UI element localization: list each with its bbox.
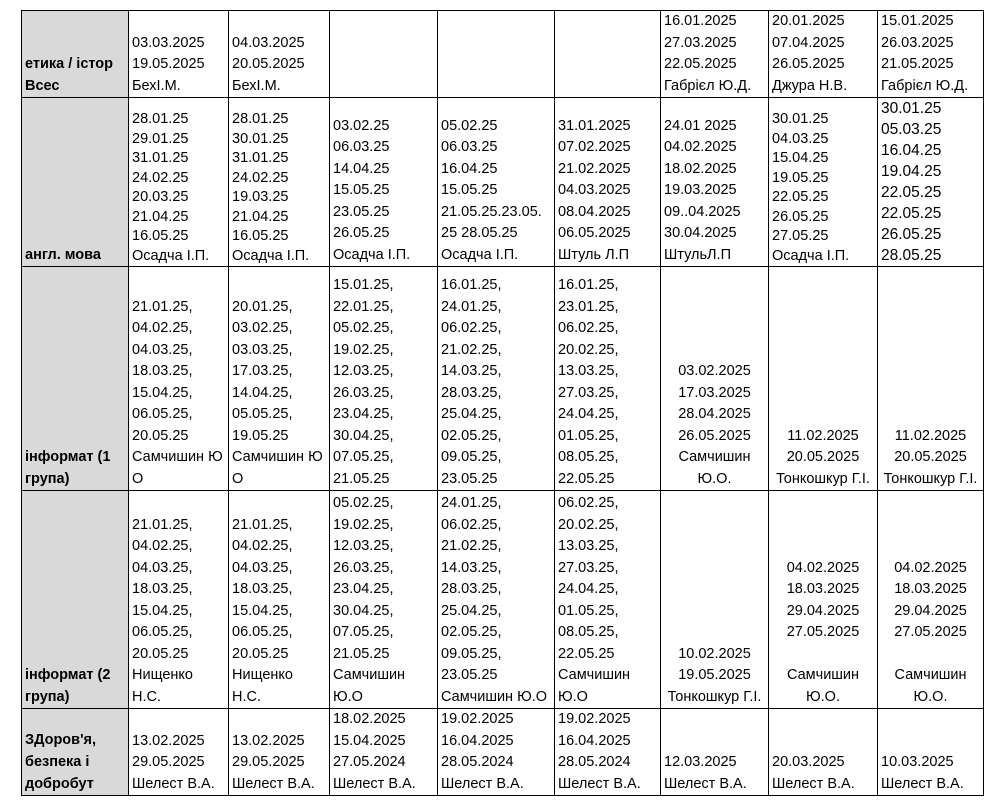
subject-label: англ. мова [25, 247, 101, 263]
cell-line: Ю.О. [913, 688, 948, 705]
cell-line: О [132, 470, 144, 487]
cell-line: 25.04.25, [441, 406, 502, 422]
cell-line: 02.05.25, [441, 624, 502, 640]
cell-line: 20.02.25, [558, 341, 619, 358]
cell-line: 21.05.25 [333, 470, 390, 487]
schedule-cell [769, 11, 878, 98]
cell-line: 27.05.2025 [894, 624, 967, 640]
subject-label: безпека і [25, 754, 90, 770]
cell-line: Шелест В.А. [881, 775, 964, 792]
cell-line: Штуль Л.П [558, 246, 630, 263]
cell-line: 20.05.2025 [786, 449, 860, 465]
subject-label: інформат (2 [25, 667, 111, 683]
cell-line: 30.01.25 [772, 111, 829, 127]
subject-label: Всес [25, 78, 60, 94]
subject-label: група) [25, 689, 70, 705]
cell-line: 13.02.2025 [232, 732, 305, 749]
subject-cell [22, 491, 129, 709]
cell-line: Осадча І.П. [772, 247, 850, 264]
cell-line: 16.01.2025 [664, 13, 737, 29]
schedule-cell [878, 267, 984, 491]
cell-line: 23.04.25, [333, 406, 394, 422]
schedule-cell [555, 491, 661, 709]
schedule-cell [769, 267, 878, 491]
cell-line: 10.03.2025 [881, 754, 954, 770]
cell-line: 04.02.2025 [894, 559, 967, 576]
cell-line: 26.05.25 [333, 225, 390, 241]
cell-line: 19.04.25 [881, 163, 942, 180]
cell-line: Н.С. [132, 688, 161, 705]
schedule-cell [878, 11, 984, 98]
cell-line: 14.04.25, [232, 384, 293, 401]
cell-line: 28.01.25 [132, 111, 189, 127]
cell-line: Самчишин [333, 667, 406, 683]
cell-line: 04.02.25, [132, 538, 193, 554]
cell-line: 22.05.25 [558, 645, 615, 662]
cell-line: Осадча І.П. [232, 247, 310, 264]
cell-line: Шелест В.А. [232, 775, 315, 792]
cell-line: 20.01.25, [232, 298, 293, 315]
cell-line: 19.02.25, [333, 516, 394, 533]
cell-line: 22.05.25 [881, 184, 942, 201]
cell-line: 01.05.25, [558, 427, 619, 444]
cell-line: 03.03.2025 [132, 34, 205, 51]
cell-line: 01.05.25, [558, 602, 619, 619]
cell-line: 19.02.25, [333, 341, 394, 358]
table-row [22, 491, 984, 709]
schedule-cell [330, 491, 438, 709]
cell-line: 30.04.25, [333, 602, 394, 619]
cell-line: 31.01.25 [232, 150, 289, 166]
cell-line: Нищенко [132, 667, 193, 683]
cell-line: 06.02.25, [558, 320, 619, 336]
subject-label: група) [25, 471, 70, 487]
cell-line: 18.03.2025 [894, 581, 967, 597]
cell-line: 15.04.25, [132, 384, 193, 401]
table-row [22, 709, 984, 796]
cell-line: 05.02.25, [333, 495, 394, 511]
cell-line: 23.04.25, [333, 581, 394, 597]
cell-line: 03.03.25, [232, 341, 293, 358]
cell-line: 04.03.25, [132, 559, 193, 576]
cell-line: Ю.О [558, 688, 588, 705]
cell-line: Осадча І.П. [441, 246, 519, 263]
cell-line: 04.02.25, [132, 320, 193, 336]
cell-line: 05.05.25, [232, 406, 293, 422]
subject-cell [22, 709, 129, 796]
cell-line: 30.04.2025 [664, 225, 737, 241]
cell-line: 21.02.2025 [558, 160, 631, 177]
cell-line: 22.05.25 [558, 470, 615, 487]
cell-line: 16.01.25, [441, 277, 502, 293]
cell-line: 20.05.25 [132, 427, 189, 444]
cell-line: 19.05.2025 [132, 56, 205, 72]
cell-line: 15.04.25, [132, 602, 193, 619]
cell-line: 03.02.2025 [678, 363, 751, 379]
schedule-cell [438, 267, 555, 491]
cell-line: 26.03.25, [333, 384, 394, 401]
cell-line: 13.02.2025 [132, 732, 205, 749]
cell-line: 17.03.2025 [678, 384, 751, 401]
cell-line: Шелест В.А. [772, 775, 855, 792]
cell-line: 21.01.25, [132, 516, 193, 533]
cell-line: Тонкошкур Г.І. [883, 470, 978, 487]
cell-line: 06.02.25, [558, 495, 619, 511]
cell-line: 28.05.2024 [441, 754, 514, 770]
cell-line: Самчишин [894, 667, 967, 683]
cell-line: 18.03.25, [232, 581, 293, 597]
cell-line: Тонкошкур Г.І. [667, 688, 762, 705]
subject-cell [22, 98, 129, 267]
cell-line: 24.01.25, [441, 495, 502, 511]
cell-line: 29.04.2025 [894, 602, 967, 619]
cell-line: 06.03.25 [333, 139, 390, 155]
cell-line: 28.03.25, [441, 581, 502, 597]
subject-label: інформат (1 [25, 449, 111, 465]
cell-line: 20.05.2025 [894, 449, 967, 465]
cell-line: 24.02.25 [232, 169, 289, 186]
cell-line: 10.02.2025 [678, 645, 751, 662]
cell-line: 28.03.25, [441, 384, 502, 401]
cell-line: 23.01.25, [558, 298, 619, 315]
cell-line: 19.03.25 [232, 189, 289, 205]
cell-line: 17.03.25, [232, 363, 293, 379]
schedule-cell [229, 267, 330, 491]
cell-line: 18.03.25, [132, 581, 193, 597]
cell-line: 11.02.2025 [787, 427, 859, 444]
cell-line: 26.05.25 [772, 208, 829, 225]
cell-line: 20.05.25 [232, 645, 289, 662]
cell-line: 27.05.25 [772, 228, 829, 244]
cell-line: Шелест В.А. [664, 775, 747, 792]
cell-line: 23.05.25 [441, 470, 498, 487]
cell-line: 19.05.2025 [678, 667, 751, 683]
cell-line: 09.05.25, [441, 449, 502, 465]
schedule-cell [229, 709, 330, 796]
cell-line: О [232, 470, 244, 487]
schedule-cell [438, 11, 555, 98]
cell-line: 05.02.25, [333, 320, 394, 336]
cell-line: 30.01.25 [881, 100, 942, 117]
cell-line: 22.05.25 [772, 189, 829, 205]
cell-line: 18.03.2025 [786, 581, 860, 597]
schedule-cell [555, 98, 661, 267]
subject-cell [22, 267, 129, 491]
cell-line: 14.03.25, [441, 559, 502, 576]
schedule-table [21, 10, 984, 796]
cell-line: 24.02.25 [132, 169, 189, 186]
cell-line: 04.03.2025 [232, 34, 305, 51]
table-row [22, 11, 984, 98]
cell-line: 19.02.2025 [441, 711, 514, 727]
cell-line: Осадча І.П. [132, 247, 210, 264]
cell-line: 28.01.25 [232, 111, 289, 127]
cell-line: 07.05.25, [333, 624, 394, 640]
cell-line: 14.04.25 [333, 160, 390, 177]
cell-line: 29.05.2025 [232, 754, 305, 770]
cell-line: 27.05.2024 [333, 754, 406, 770]
cell-line: 21.05.25.23.05. [441, 203, 542, 220]
cell-line: 21.02.25, [441, 341, 502, 358]
cell-line: 29.01.25 [132, 130, 189, 147]
cell-line: 06.05.25, [132, 624, 193, 640]
cell-line: 04.03.25, [232, 559, 293, 576]
cell-line: 04.03.25 [772, 130, 829, 147]
schedule-cell [769, 709, 878, 796]
cell-line: 08.05.25, [558, 624, 619, 640]
cell-line: 16.04.2025 [558, 732, 631, 749]
schedule-cell [661, 491, 769, 709]
cell-line: 06.02.25, [441, 516, 502, 533]
cell-line: 27.03.25, [558, 559, 619, 576]
cell-line: 31.01.2025 [558, 117, 631, 134]
cell-line: Самчишин Ю [132, 449, 223, 465]
cell-line: 15.05.25 [333, 182, 390, 198]
cell-line: 09..04.2025 [664, 203, 741, 220]
cell-line: 04.02.2025 [786, 559, 860, 576]
cell-line: 12.03.2025 [664, 754, 737, 770]
cell-line: 25.04.25, [441, 602, 502, 619]
cell-line: 04.02.25, [232, 538, 293, 554]
cell-line: БехІ.М. [232, 77, 281, 94]
cell-line: 27.05.2025 [786, 624, 860, 640]
cell-line: 12.03.25, [333, 363, 394, 379]
schedule-cell [438, 98, 555, 267]
cell-line: 07.04.2025 [772, 34, 845, 51]
cell-line: ШтульЛ.П [664, 246, 732, 263]
schedule-cell [129, 98, 229, 267]
cell-line: 16.04.2025 [441, 732, 514, 749]
cell-line: Осадча І.П. [333, 246, 411, 263]
schedule-cell [129, 709, 229, 796]
schedule-cell [878, 98, 984, 267]
schedule-cell [878, 491, 984, 709]
schedule-body [22, 11, 984, 796]
schedule-cell [129, 267, 229, 491]
cell-line: Габрієл Ю.Д. [881, 77, 969, 94]
schedule-cell [129, 491, 229, 709]
cell-line: 06.03.25 [441, 139, 498, 155]
cell-line: 07.05.25, [333, 449, 394, 465]
cell-line: 28.05.25 [881, 247, 942, 264]
cell-line: Габрієл Ю.Д. [664, 77, 752, 94]
cell-line: 08.05.25, [558, 449, 619, 465]
cell-line: Самчишин Ю [232, 449, 323, 465]
cell-line: 12.03.25, [333, 538, 394, 554]
cell-line: 28.05.2024 [558, 754, 631, 770]
cell-line: 05.03.25 [881, 121, 942, 138]
cell-line: 31.01.25 [132, 150, 189, 166]
cell-line: 21.04.25 [232, 208, 289, 225]
schedule-cell [129, 11, 229, 98]
cell-line: 27.03.25, [558, 384, 619, 401]
schedule-cell [438, 709, 555, 796]
cell-line: Тонкошкур Г.І. [776, 470, 870, 487]
cell-line: 15.04.2025 [333, 732, 406, 749]
cell-line: Самчишин [786, 667, 860, 683]
cell-line: 27.03.2025 [664, 34, 737, 51]
cell-line: 26.03.25, [333, 559, 394, 576]
cell-line: 18.03.25, [132, 363, 193, 379]
cell-line: 26.05.2025 [772, 56, 845, 72]
schedule-cell [330, 11, 438, 98]
cell-line: 19.02.2025 [558, 711, 631, 727]
cell-line: 26.03.2025 [881, 34, 954, 51]
schedule-cell [555, 11, 661, 98]
cell-line: 22.01.25, [333, 298, 394, 315]
cell-line: 04.03.25, [132, 341, 193, 358]
cell-line: 20.05.25 [132, 645, 189, 662]
schedule-cell [661, 98, 769, 267]
cell-line: 28.04.2025 [678, 406, 751, 422]
cell-line: 08.04.2025 [558, 203, 631, 220]
cell-line: 04.02.2025 [664, 139, 737, 155]
schedule-cell [229, 98, 330, 267]
schedule-cell [769, 491, 878, 709]
cell-line: Шелест В.А. [441, 775, 524, 792]
cell-line: 19.03.2025 [664, 182, 737, 198]
cell-line: 26.05.2025 [678, 427, 751, 444]
schedule-cell [555, 267, 661, 491]
cell-line: 16.04.25 [881, 142, 942, 159]
cell-line: 16.05.25 [232, 228, 289, 244]
schedule-cell [330, 709, 438, 796]
cell-line: 21.02.25, [441, 538, 502, 554]
cell-line: Самчишин Ю.О [441, 688, 548, 705]
cell-line: 09.05.25, [441, 645, 502, 662]
cell-line: 21.05.2025 [881, 56, 954, 72]
schedule-cell [661, 709, 769, 796]
cell-line: 20.01.2025 [772, 13, 845, 29]
cell-line: 13.03.25, [558, 363, 619, 379]
cell-line: Самчишин [558, 667, 631, 683]
cell-line [769, 644, 877, 666]
cell-line: Джура Н.В. [772, 77, 848, 94]
cell-line: 15.01.25, [333, 277, 394, 293]
cell-line: 29.05.2025 [132, 754, 205, 770]
cell-line: 18.02.2025 [664, 160, 737, 177]
cell-line: 15.04.25 [772, 150, 829, 166]
cell-line: 07.02.2025 [558, 139, 631, 155]
cell-line: 16.01.25, [558, 277, 619, 293]
schedule-cell [229, 11, 330, 98]
cell-line: 19.05.25 [232, 427, 289, 444]
schedule-cell [878, 709, 984, 796]
cell-line: 24.04.25, [558, 406, 619, 422]
subject-cell [22, 11, 129, 98]
cell-line: 26.05.25 [881, 226, 942, 243]
cell-line: 23.05.25 [333, 203, 390, 220]
cell-line: 24.01.25, [441, 298, 502, 315]
cell-line: 06.05.2025 [558, 225, 631, 241]
schedule-cell [330, 98, 438, 267]
cell-line: 30.01.25 [232, 130, 289, 147]
subject-label: ЗДоров'я, [25, 732, 97, 748]
cell-line: 23.05.25 [441, 667, 498, 683]
cell-line: Н.С. [232, 688, 261, 705]
subject-label: добробут [25, 776, 94, 792]
cell-line: Нищенко [232, 667, 293, 683]
cell-line: 22.05.25 [881, 205, 942, 222]
cell-line: 03.02.25 [333, 117, 390, 134]
cell-line: Ю.О. [697, 470, 732, 487]
cell-line: 04.03.2025 [558, 182, 631, 198]
cell-line: 20.03.25 [132, 189, 189, 205]
cell-line: 21.01.25, [232, 516, 293, 533]
cell-line: 15.04.25, [232, 602, 293, 619]
cell-line: 25 28.05.25 [441, 225, 518, 241]
cell-line: 18.02.2025 [333, 711, 406, 727]
cell-line: 15.01.2025 [881, 13, 954, 29]
cell-line: БехІ.М. [132, 77, 181, 94]
cell-line: 14.03.25, [441, 363, 502, 379]
cell-line: 11.02.2025 [894, 427, 967, 444]
schedule-cell [438, 491, 555, 709]
subject-label: етика / істор [25, 56, 114, 72]
cell-line: 20.02.25, [558, 516, 619, 533]
table-row [22, 267, 984, 491]
cell-line: 20.05.2025 [232, 56, 305, 72]
cell-line: 16.04.25 [441, 160, 498, 177]
cell-line: Шелест В.А. [132, 775, 215, 792]
cell-line: Шелест В.А. [333, 775, 416, 792]
cell-line: 02.05.25, [441, 427, 502, 444]
cell-line: 21.01.25, [132, 298, 193, 315]
schedule-cell [229, 491, 330, 709]
cell-line: 29.04.2025 [786, 602, 860, 619]
cell-line: 16.05.25 [132, 228, 189, 244]
schedule-cell [555, 709, 661, 796]
cell-line: 22.05.2025 [664, 56, 737, 72]
cell-line: 06.02.25, [441, 320, 502, 336]
cell-line [878, 644, 983, 666]
cell-line: 24.01 2025 [664, 117, 737, 134]
cell-line: 13.03.25, [558, 538, 619, 554]
cell-line: 21.04.25 [132, 208, 189, 225]
cell-line: 30.04.25, [333, 427, 394, 444]
cell-line: 05.02.25 [441, 117, 498, 134]
cell-line: 19.05.25 [772, 169, 829, 186]
cell-line: 15.05.25 [441, 182, 498, 198]
table-row [22, 98, 984, 267]
cell-line: Ю.О. [806, 688, 840, 705]
cell-line: 21.05.25 [333, 645, 390, 662]
cell-line: 03.02.25, [232, 320, 293, 336]
cell-line: 06.05.25, [132, 406, 193, 422]
schedule-cell [661, 11, 769, 98]
cell-line: Самчишин [678, 449, 751, 465]
schedule-cell [661, 267, 769, 491]
cell-line: 24.04.25, [558, 581, 619, 597]
cell-line: 06.05.25, [232, 624, 293, 640]
schedule-cell [769, 98, 878, 267]
cell-line: Ю.О [333, 688, 363, 705]
cell-line: Шелест В.А. [558, 775, 641, 792]
cell-line: 20.03.2025 [772, 754, 845, 770]
schedule-cell [330, 267, 438, 491]
